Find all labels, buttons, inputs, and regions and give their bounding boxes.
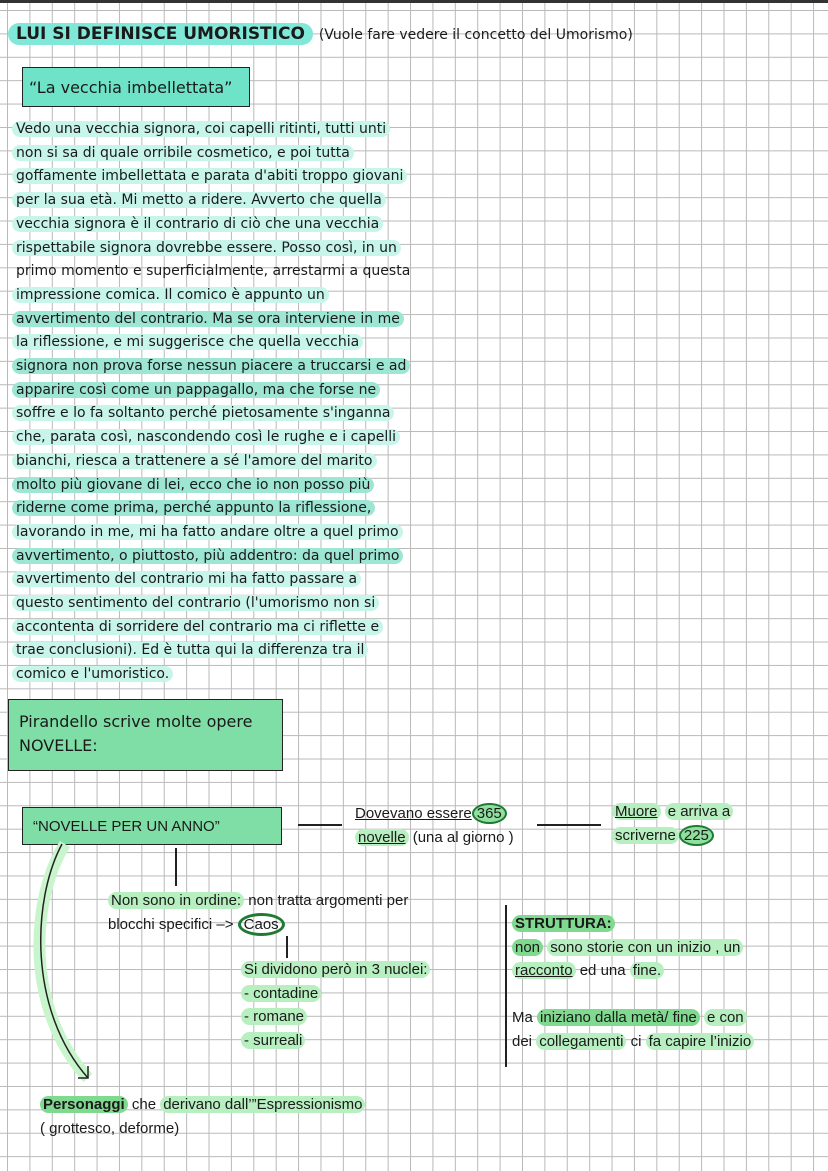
passage-line bbox=[16, 450, 414, 474]
passage-text: apparire così come un pappagallo, ma che forse ne bbox=[12, 382, 380, 398]
passage-line bbox=[16, 237, 414, 261]
ordine-note bbox=[108, 889, 408, 936]
top-rule bbox=[0, 0, 828, 3]
divider-line bbox=[505, 905, 507, 1067]
struttura-note bbox=[512, 912, 754, 1053]
connector-line bbox=[286, 936, 288, 958]
connector-line bbox=[298, 824, 342, 826]
passage-text: per la sua età. Mi metto a ridere. Avverto che quella bbox=[12, 192, 386, 208]
passage-text: impressione comica. Il comico è appunto un bbox=[12, 287, 329, 303]
passage-line bbox=[16, 426, 414, 450]
passage-text: Vedo una vecchia signora, coi capelli ritinti, tutti unti bbox=[12, 121, 390, 137]
passage-line bbox=[16, 497, 414, 521]
passage-line bbox=[16, 355, 414, 379]
text: iniziano dalla metà/ fine bbox=[537, 1009, 700, 1026]
number-365: 365 bbox=[472, 803, 507, 824]
section-heading-vecchia: “La vecchia imbellettata” bbox=[22, 67, 250, 107]
passage-text: avvertimento del contrario mi ha fatto passare a bbox=[12, 571, 361, 587]
list-item: - surreali bbox=[241, 1032, 305, 1049]
passage-text: bianchi, riesca a trattenere a sé l'amore del marito bbox=[12, 453, 377, 469]
passage-line bbox=[16, 592, 414, 616]
text: Personaggi bbox=[40, 1096, 128, 1113]
text: novelle bbox=[355, 829, 409, 846]
passage-line bbox=[16, 331, 414, 355]
passage-text: accontenta di sorridere del contrario ma ci riflette e bbox=[12, 619, 383, 635]
passage-line bbox=[16, 521, 414, 545]
list-item: - contadine bbox=[241, 985, 321, 1002]
text: Dovevano essere bbox=[355, 805, 472, 822]
passage-text: che, parata così, nascondendo così le rughe e i capelli bbox=[12, 429, 400, 445]
personaggi-note bbox=[40, 1093, 365, 1140]
passage-text: questo sentimento del contrario (l'umorismo non si bbox=[12, 595, 379, 611]
text: scriverne bbox=[612, 827, 679, 844]
passage bbox=[16, 118, 414, 687]
title-subtitle: (Vuole fare vedere il concetto del Umorismo) bbox=[318, 27, 633, 43]
text: derivano dall’”Espressionismo bbox=[160, 1096, 365, 1113]
passage-line bbox=[16, 308, 414, 332]
passage-text: primo momento e superficialmente, arrestarmi a questa bbox=[16, 263, 411, 280]
passage-text: trae conclusioni). Ed è tutta qui la differenza tra il bbox=[12, 642, 368, 658]
list-item: - romane bbox=[241, 1008, 307, 1025]
muore-note bbox=[612, 800, 733, 847]
passage-line bbox=[16, 284, 414, 308]
text: blocchi specifici –> bbox=[108, 915, 234, 933]
passage-line bbox=[16, 142, 414, 166]
title-main: LUI SI DEFINISCE UMORISTICO bbox=[8, 23, 313, 45]
text: ( grottesco, deforme) bbox=[40, 1119, 180, 1137]
text: (una al giorno ) bbox=[412, 828, 514, 846]
text: fa capire l’inizio bbox=[646, 1033, 755, 1050]
novelle-title-box: “NOVELLE PER UN ANNO” bbox=[22, 807, 282, 845]
passage-text: signora non prova forse nessun piacere a truccarsi e ad bbox=[12, 358, 410, 374]
number-225: 225 bbox=[679, 825, 714, 846]
passage-line bbox=[16, 639, 414, 663]
text: non tratta argomenti per bbox=[248, 892, 409, 909]
text: ed una bbox=[579, 962, 626, 979]
text: che bbox=[131, 1096, 157, 1113]
passage-line bbox=[16, 402, 414, 426]
passage-line bbox=[16, 545, 414, 569]
struttura-heading: STRUTTURA: bbox=[512, 915, 615, 932]
passage-line bbox=[16, 616, 414, 640]
text: e arriva a bbox=[665, 803, 734, 820]
passage-text: comico e l'umoristico. bbox=[12, 666, 173, 682]
text: Ma bbox=[512, 1009, 533, 1026]
nuclei-list bbox=[241, 958, 430, 1052]
text: dei bbox=[512, 1032, 533, 1050]
passage-text: vecchia signora è il contrario di ciò che una vecchia bbox=[12, 216, 383, 232]
passage-line bbox=[16, 568, 414, 592]
passage-line bbox=[16, 474, 414, 498]
text: racconto bbox=[512, 962, 576, 979]
passage-text: riderne come prima, perché appunto la riflessione, bbox=[12, 500, 375, 516]
passage-text: lavorando in me, mi ha fatto andare oltre a quel primo bbox=[12, 524, 403, 540]
passage-text: soffre e lo fa soltanto perché pietosamente s'inganna bbox=[12, 405, 394, 421]
passage-text: non si sa di quale orribile cosmetico, e poi tutta bbox=[12, 145, 354, 161]
passage-line bbox=[16, 165, 414, 189]
heading-line: Pirandello scrive molte opere bbox=[19, 712, 253, 731]
connector-line bbox=[175, 848, 177, 886]
connector-line bbox=[537, 824, 601, 826]
passage-text: avvertimento, o piuttosto, più addentro: da quel primo bbox=[12, 548, 403, 564]
text: non bbox=[512, 939, 543, 956]
passage-line bbox=[16, 260, 414, 284]
text: Muore bbox=[612, 803, 661, 820]
passage-line bbox=[16, 663, 414, 687]
text: Si dividono però in 3 nuclei: bbox=[241, 961, 430, 978]
text: e con bbox=[704, 1009, 747, 1026]
passage-text: la riflessione, e mi suggerisce che quella vecchia bbox=[12, 334, 363, 350]
passage-text: molto più giovane di lei, ecco che io non posso più bbox=[12, 477, 374, 493]
passage-line bbox=[16, 118, 414, 142]
text: Non sono in ordine: bbox=[108, 892, 244, 909]
passage-text: rispettabile signora dovrebbe essere. Posso così, in un bbox=[12, 240, 401, 256]
passage-line bbox=[16, 379, 414, 403]
dovevano-note bbox=[355, 802, 514, 849]
page-title bbox=[8, 24, 633, 44]
passage-text: goffamente imbellettata e parata d'abiti troppo giovani bbox=[12, 168, 407, 184]
caos-circled: Caos bbox=[238, 913, 285, 936]
text: collegamenti bbox=[536, 1033, 626, 1050]
text: ci bbox=[630, 1032, 642, 1050]
text: sono storie con un inizio , un bbox=[547, 939, 743, 956]
passage-text: avvertimento del contrario. Ma se ora interviene in me bbox=[12, 311, 404, 327]
section-heading-opere bbox=[8, 699, 283, 771]
text: fine. bbox=[630, 962, 664, 979]
heading-line: NOVELLE: bbox=[19, 736, 98, 755]
passage-line bbox=[16, 189, 414, 213]
passage-line bbox=[16, 213, 414, 237]
curved-arrow-icon bbox=[20, 840, 110, 1090]
